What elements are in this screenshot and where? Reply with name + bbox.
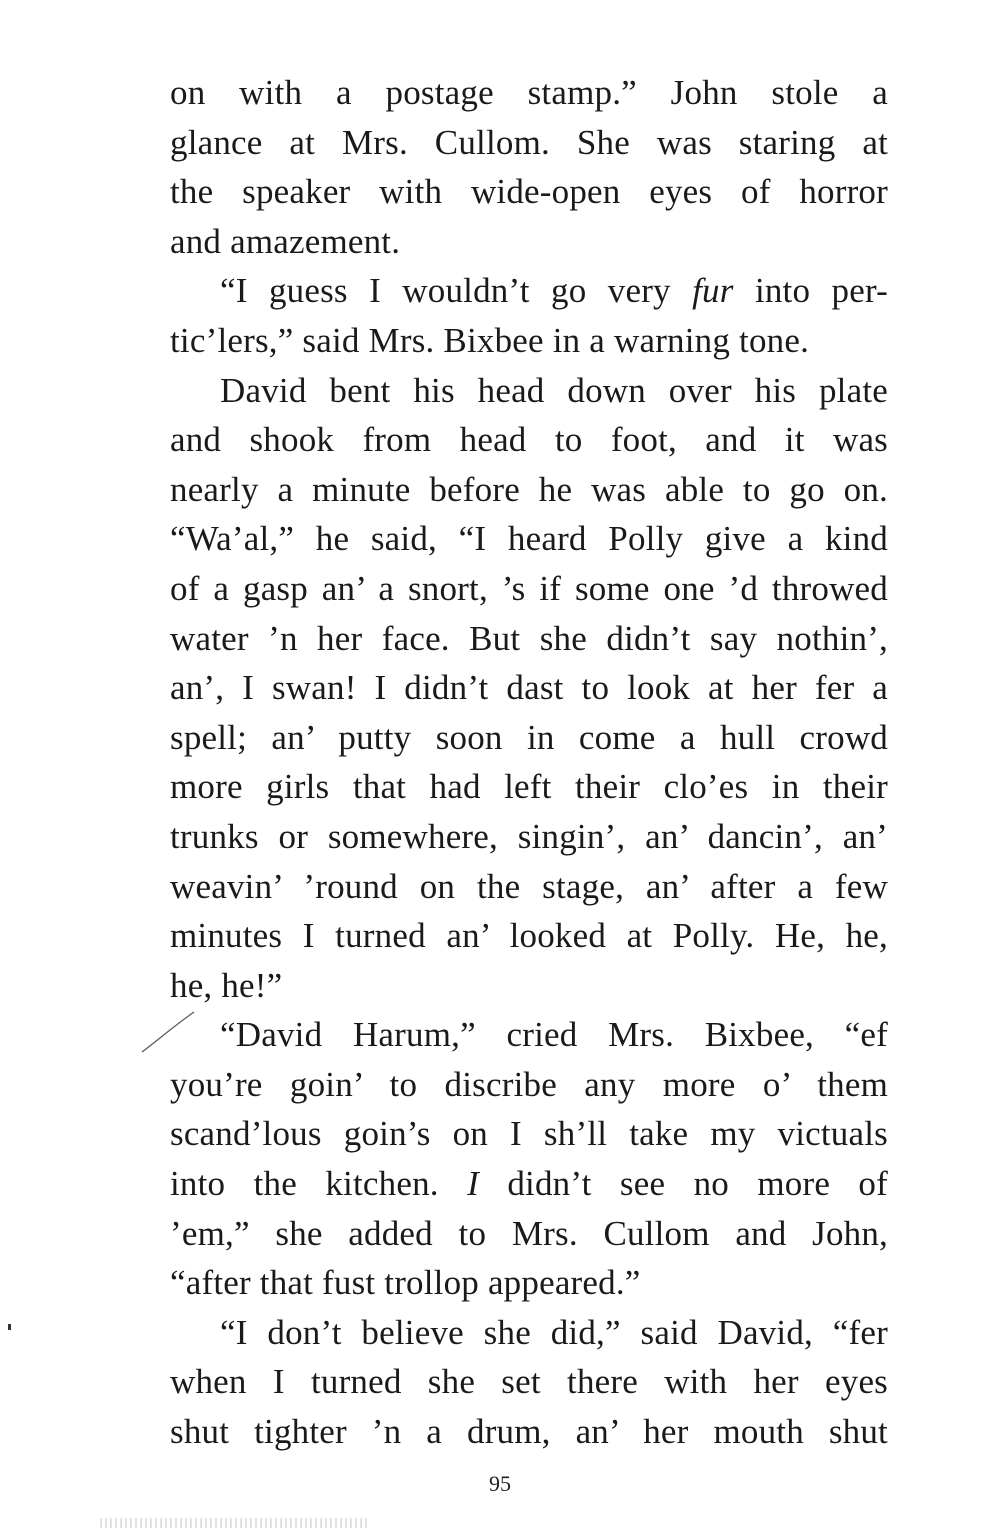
text-span: didn’t see no more of [478,1164,888,1204]
text-line [170,961,888,1011]
text-line [170,1407,888,1457]
text-span: nearly a minute before he was able to go on. [170,469,888,509]
text-line [170,1308,888,1358]
text-span: shut tighter ’n a drum, an’ her mouth shut [170,1412,888,1452]
text-line [170,68,888,118]
text-line [170,911,888,961]
text-line [170,316,888,366]
italic-text: I [467,1164,479,1204]
text-span: “I guess I wouldn’t go very [220,271,693,311]
text-span: spell; an’ putty soon in come a hull crowd [170,717,888,757]
italic-text: fur [692,271,734,311]
text-span: glance at Mrs. Cullom. She was staring at [170,122,888,162]
pencil-mark [140,1008,200,1056]
text-line [170,514,888,564]
margin-mark [8,1324,11,1330]
text-span: tic’lers,” said Mrs. Bixbee in a warning tone. [170,320,810,360]
text-line [170,1159,888,1209]
text-line [170,812,888,862]
text-span: he, he!” [170,965,283,1005]
text-line [170,266,888,316]
text-span: ’em,” she added to Mrs. Cullom and John, [170,1213,888,1253]
scan-artifact [100,1518,370,1528]
text-span: on with a postage stamp.” John stole a [170,73,888,112]
text-line [170,713,888,763]
text-span: when I turned she set there with her eyes [170,1362,888,1402]
text-span: water ’n her face. But she didn’t say nothin’, [170,618,888,658]
text-span: “David Harum,” cried Mrs. Bixbee, “ef [220,1015,888,1055]
text-line [170,663,888,713]
text-span: “I don’t believe she did,” said David, “fer [220,1312,888,1352]
text-line [170,1109,888,1159]
text-span: more girls that had left their clo’es in their [170,767,888,807]
text-line [170,1357,888,1407]
text-line [170,1010,888,1060]
text-line [170,862,888,912]
text-span: and amazement. [170,221,401,261]
text-line [170,465,888,515]
text-line [170,167,888,217]
text-span: “Wa’al,” he said, “I heard Polly give a kind [170,519,888,559]
text-span: and shook from head to foot, and it was [170,420,888,460]
text-span: trunks or somewhere, singin’, an’ dancin’, an’ [170,816,888,856]
text-line [170,762,888,812]
text-line [170,415,888,465]
text-line [170,564,888,614]
text-line [170,366,888,416]
body-text [170,68,888,1457]
text-span: you’re goin’ to discribe any more o’ them [170,1064,888,1104]
text-span: weavin’ ’round on the stage, an’ after a few [170,866,888,906]
text-line [170,217,888,267]
text-span: an’, I swan! I didn’t dast to look at her fer a [170,668,888,708]
text-span: David bent his head down over his plate [220,370,888,410]
text-line [170,1258,888,1308]
text-line [170,1209,888,1259]
text-span: into the kitchen. [170,1164,468,1204]
text-line [170,1060,888,1110]
text-span: minutes I turned an’ looked at Polly. He, he, [170,916,888,956]
text-span: into per- [733,271,888,311]
text-line [170,118,888,168]
text-span: of a gasp an’ a snort, ’s if some one ’d throwed [170,568,888,608]
text-line [170,614,888,664]
text-span: the speaker with wide-open eyes of horror [170,172,888,212]
text-span: scand’lous goin’s on I sh’ll take my victuals [170,1114,888,1154]
page-number: 95 [489,1471,511,1496]
text-span: “after that fust trollop appeared.” [170,1263,641,1303]
